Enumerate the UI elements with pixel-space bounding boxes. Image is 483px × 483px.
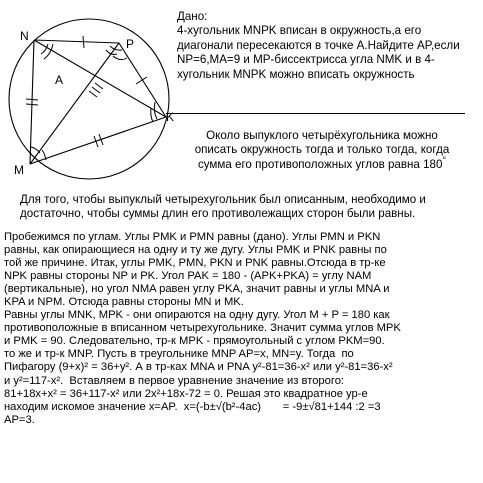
circle bbox=[9, 19, 169, 179]
tangential-condition: Для того, чтобы выпуклый четырехугольник был описанным, необходимо и достаточно, чтобы суммы длин его противолежащих сторон были равны. bbox=[20, 193, 426, 221]
solution-line: AP=3. bbox=[4, 413, 35, 426]
solution-line: находим искомое значение x=AP. x=(-b±√(b²-4ac) = -9±√81+144 :2 =3 bbox=[4, 400, 381, 413]
cyclic-theorem-note bbox=[174, 129, 470, 172]
angle-mark-m-2 bbox=[42, 150, 46, 160]
side-np bbox=[34, 40, 119, 43]
label-k: K bbox=[166, 110, 175, 124]
side-km bbox=[30, 117, 166, 164]
label-p: P bbox=[126, 37, 135, 51]
solution bbox=[4, 231, 482, 427]
geometry-figure bbox=[0, 0, 175, 183]
solution-line: той же причине. Итак, углы PMK, PMN, PKN и PNK равны.Отсюда в тр-ке bbox=[4, 257, 386, 270]
diagonal-mp bbox=[30, 43, 119, 164]
solution-line: Пробежимся по углам. Углы PMK и PMN равны (дано). Углы PMN и PKN bbox=[4, 231, 381, 243]
solution-line: равны, как опирающиеся на одну и ту же дугу. Углы PMK и PNK равны по bbox=[4, 244, 387, 257]
label-m: M bbox=[14, 163, 24, 177]
divider bbox=[166, 113, 465, 114]
solution-line: 81+18x+x² = 36+117-x² или 2x²+18x-72 = 0. Решая это квадратное ур-е bbox=[4, 387, 368, 400]
tick-np bbox=[83, 36, 84, 48]
solution-line: и y²=117-x². Вставляем в первое уравнение значение из второго: bbox=[4, 374, 345, 387]
label-a: A bbox=[55, 73, 64, 87]
solution-line: и PMK = 90. Следовательно, тр-к MPK - прямоугольный с углом PKM=90. bbox=[4, 335, 385, 348]
note-text: Около выпуклого четырёхугольника можно описать окружность тогда и только тогда, когда сумма его противоположных углов равна 180 bbox=[194, 129, 450, 171]
solution-line: NPK равны стороны NP и PK. Угол PAK = 180 - (APK+PKA) = углу NAM bbox=[4, 270, 372, 283]
tick-ap-3 bbox=[95, 83, 103, 89]
angle-mark-k-1 bbox=[151, 108, 153, 122]
angle-mark-p-1 bbox=[106, 50, 117, 55]
diagonal-nk bbox=[34, 40, 166, 117]
tick-ap-2 bbox=[92, 87, 100, 93]
solution-line: то же и тр-к MNP. Пусть в треугольнике MNP AP=x, MN=y. Тогда по bbox=[4, 348, 354, 361]
tick-mn-2 bbox=[26, 104, 38, 105]
tick-ap-1 bbox=[89, 91, 97, 97]
tick-mn-1 bbox=[26, 99, 38, 100]
solution-line: противоположные в вписанном четырехугольнике. Значит сумма углов MPK bbox=[4, 322, 401, 335]
solution-line: Равны углы MNK, MPK - они опираются на одну дугу. Угол M + P = 180 как bbox=[4, 309, 390, 322]
angle-mark-m-1 bbox=[31, 147, 40, 153]
label-n: N bbox=[20, 29, 29, 43]
degree-sign: ° bbox=[442, 154, 447, 165]
side-mn bbox=[30, 40, 34, 164]
angle-mark-p-3 bbox=[113, 56, 127, 60]
solution-line: (вертикальные), но угол NMA равен углу PKA, значит равны и углы MNA и bbox=[4, 283, 390, 296]
solution-line: Пифагору (9+x)² = 36+y². А в тр-ках MNA и PNA y²-81=36-x² или y²-81=36-x² bbox=[4, 361, 393, 374]
given-block: Дано: 4-хугольник MNPK вписан в окружность,а его диагонали пересекаются в точке А.Найдите AP,если NP=6,MA=9 и MP-биссектрисса угла NMK и в 4-хугольник MNPK можно вписать окружность bbox=[177, 10, 460, 81]
solution-line: KPA и NPM. Отсюда равны стороны MN и MK. bbox=[4, 296, 244, 309]
